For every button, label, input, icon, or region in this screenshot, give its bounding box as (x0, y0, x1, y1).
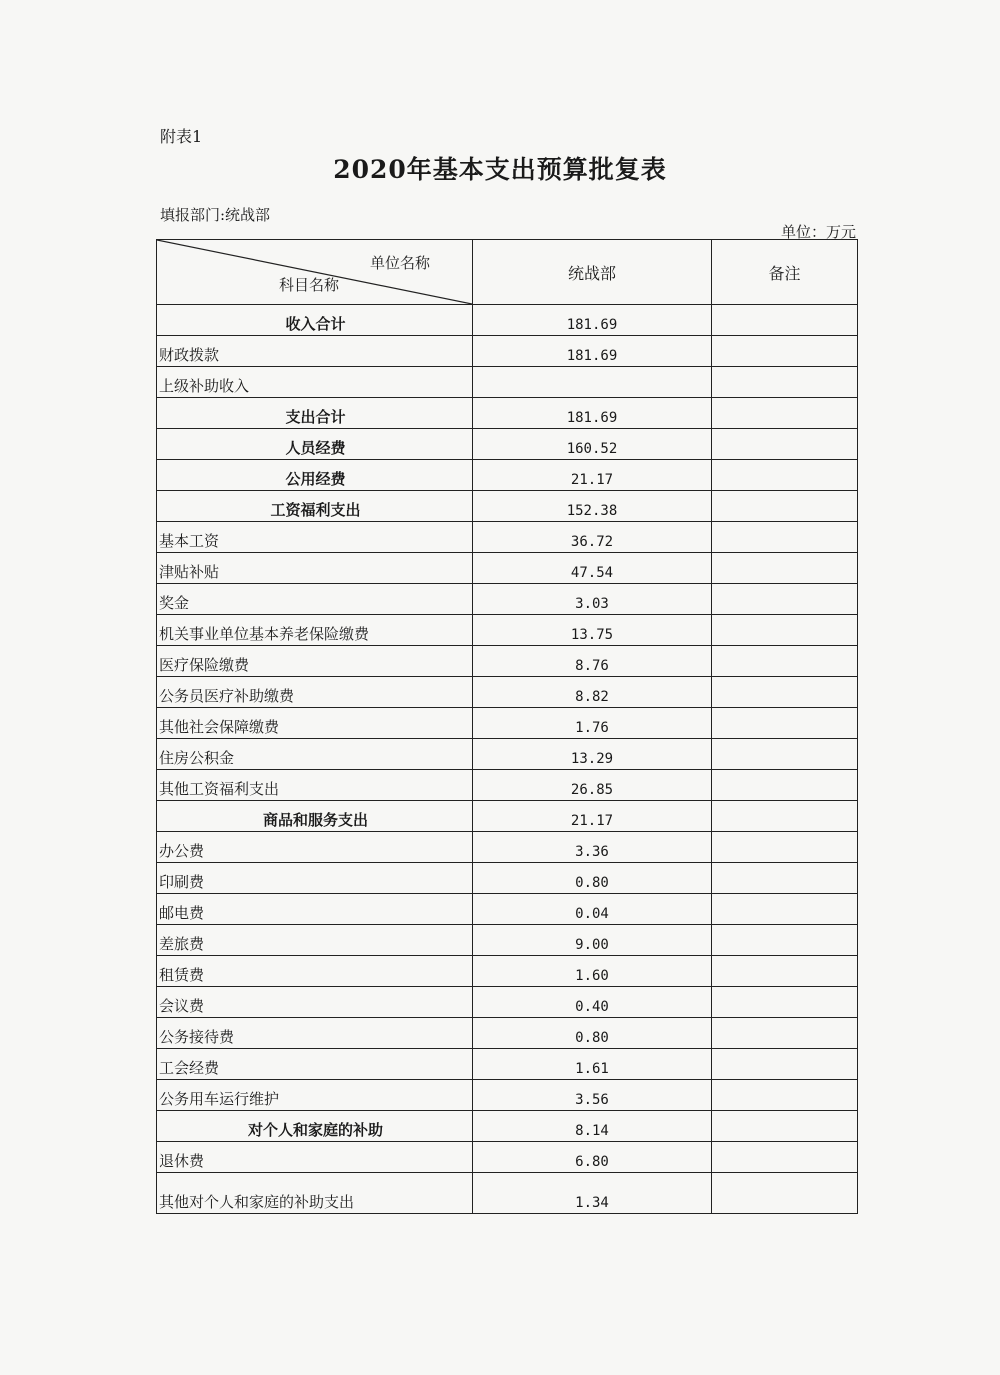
budget-table (156, 239, 858, 1214)
row-remark (712, 522, 858, 553)
table-row (157, 553, 858, 584)
table-row (157, 1049, 858, 1080)
row-subject-name: 医疗保险缴费 (157, 646, 473, 677)
row-remark (712, 708, 858, 739)
diagonal-header-cell (157, 240, 473, 305)
table-row (157, 956, 858, 987)
row-amount: 8.14 (473, 1111, 712, 1142)
row-subject-name: 其他社会保障缴费 (157, 708, 473, 739)
table-row (157, 925, 858, 956)
table-row (157, 739, 858, 770)
row-subject-name: 退休费 (157, 1142, 473, 1173)
table-row (157, 863, 858, 894)
table-row (157, 770, 858, 801)
table-row (157, 1142, 858, 1173)
row-amount: 13.29 (473, 739, 712, 770)
row-subject-name: 公务用车运行维护 (157, 1080, 473, 1111)
row-remark (712, 770, 858, 801)
row-amount: 152.38 (473, 491, 712, 522)
row-subject-name: 津贴补贴 (157, 553, 473, 584)
row-remark (712, 1173, 858, 1214)
row-remark (712, 894, 858, 925)
fill-department: 填报部门:统战部 (160, 206, 271, 224)
row-amount: 3.56 (473, 1080, 712, 1111)
row-remark (712, 646, 858, 677)
row-subject-name: 上级补助收入 (157, 367, 473, 398)
row-amount: 6.80 (473, 1142, 712, 1173)
row-subject-name: 会议费 (157, 987, 473, 1018)
page-title: 2020年基本支出预算批复表 (333, 155, 667, 184)
row-amount: 21.17 (473, 801, 712, 832)
row-remark (712, 1142, 858, 1173)
table-row (157, 367, 858, 398)
row-subject-name: 对个人和家庭的补助 (157, 1111, 473, 1142)
row-remark (712, 398, 858, 429)
table-row (157, 832, 858, 863)
row-remark (712, 305, 858, 336)
table-row (157, 429, 858, 460)
row-subject-name: 公务接待费 (157, 1018, 473, 1049)
row-amount: 0.40 (473, 987, 712, 1018)
row-amount: 181.69 (473, 336, 712, 367)
row-remark (712, 553, 858, 584)
table-row (157, 305, 858, 336)
row-amount: 1.60 (473, 956, 712, 987)
table-row (157, 894, 858, 925)
row-subject-name: 支出合计 (157, 398, 473, 429)
table-row (157, 398, 858, 429)
table-row (157, 801, 858, 832)
row-amount: 3.03 (473, 584, 712, 615)
table-row (157, 336, 858, 367)
table-row (157, 987, 858, 1018)
row-amount: 0.04 (473, 894, 712, 925)
row-amount: 160.52 (473, 429, 712, 460)
row-remark (712, 677, 858, 708)
table-header-row (157, 240, 858, 305)
table-row (157, 1080, 858, 1111)
header-unit-name: 单位名称 (370, 254, 431, 272)
row-amount: 1.61 (473, 1049, 712, 1080)
row-subject-name: 工资福利支出 (157, 491, 473, 522)
table-row (157, 491, 858, 522)
table-row (157, 522, 858, 553)
row-amount: 8.82 (473, 677, 712, 708)
row-subject-name: 基本工资 (157, 522, 473, 553)
row-amount: 181.69 (473, 305, 712, 336)
row-remark (712, 491, 858, 522)
row-subject-name: 办公费 (157, 832, 473, 863)
row-amount: 21.17 (473, 460, 712, 491)
row-remark (712, 584, 858, 615)
row-subject-name: 人员经费 (157, 429, 473, 460)
row-subject-name: 其他工资福利支出 (157, 770, 473, 801)
row-amount: 13.75 (473, 615, 712, 646)
row-amount: 1.34 (473, 1173, 712, 1214)
table-row (157, 646, 858, 677)
header-subject-name: 科目名称 (279, 276, 340, 294)
row-amount: 26.85 (473, 770, 712, 801)
table-row (157, 1173, 858, 1214)
row-remark (712, 832, 858, 863)
row-remark (712, 1049, 858, 1080)
table-row (157, 677, 858, 708)
row-amount (473, 367, 712, 398)
row-subject-name: 其他对个人和家庭的补助支出 (157, 1173, 473, 1214)
row-remark (712, 1080, 858, 1111)
row-subject-name: 公用经费 (157, 460, 473, 491)
row-remark (712, 739, 858, 770)
row-subject-name: 租赁费 (157, 956, 473, 987)
table-row (157, 1018, 858, 1049)
row-amount: 36.72 (473, 522, 712, 553)
row-remark (712, 615, 858, 646)
row-subject-name: 邮电费 (157, 894, 473, 925)
unit-label: 单位：万元 (780, 223, 856, 241)
row-remark (712, 863, 858, 894)
row-amount: 9.00 (473, 925, 712, 956)
row-amount: 47.54 (473, 553, 712, 584)
row-remark (712, 336, 858, 367)
attachment-label: 附表1 (160, 127, 203, 146)
table-row (157, 708, 858, 739)
table-row (157, 460, 858, 491)
row-subject-name: 公务员医疗补助缴费 (157, 677, 473, 708)
row-remark (712, 429, 858, 460)
row-amount: 1.76 (473, 708, 712, 739)
row-remark (712, 801, 858, 832)
row-amount: 8.76 (473, 646, 712, 677)
row-subject-name: 住房公积金 (157, 739, 473, 770)
row-subject-name: 商品和服务支出 (157, 801, 473, 832)
row-subject-name: 奖金 (157, 584, 473, 615)
row-remark (712, 956, 858, 987)
row-subject-name: 收入合计 (157, 305, 473, 336)
header-remark: 备注 (712, 240, 858, 305)
table-row (157, 615, 858, 646)
row-amount: 3.36 (473, 832, 712, 863)
row-subject-name: 机关事业单位基本养老保险缴费 (157, 615, 473, 646)
row-subject-name: 财政拨款 (157, 336, 473, 367)
row-amount: 181.69 (473, 398, 712, 429)
table-row (157, 1111, 858, 1142)
row-subject-name: 差旅费 (157, 925, 473, 956)
row-subject-name: 工会经费 (157, 1049, 473, 1080)
row-remark (712, 987, 858, 1018)
row-amount: 0.80 (473, 1018, 712, 1049)
row-subject-name: 印刷费 (157, 863, 473, 894)
row-amount: 0.80 (473, 863, 712, 894)
row-remark (712, 460, 858, 491)
row-remark (712, 1111, 858, 1142)
table-row (157, 584, 858, 615)
row-remark (712, 367, 858, 398)
row-remark (712, 1018, 858, 1049)
header-dept: 统战部 (473, 240, 712, 305)
row-remark (712, 925, 858, 956)
